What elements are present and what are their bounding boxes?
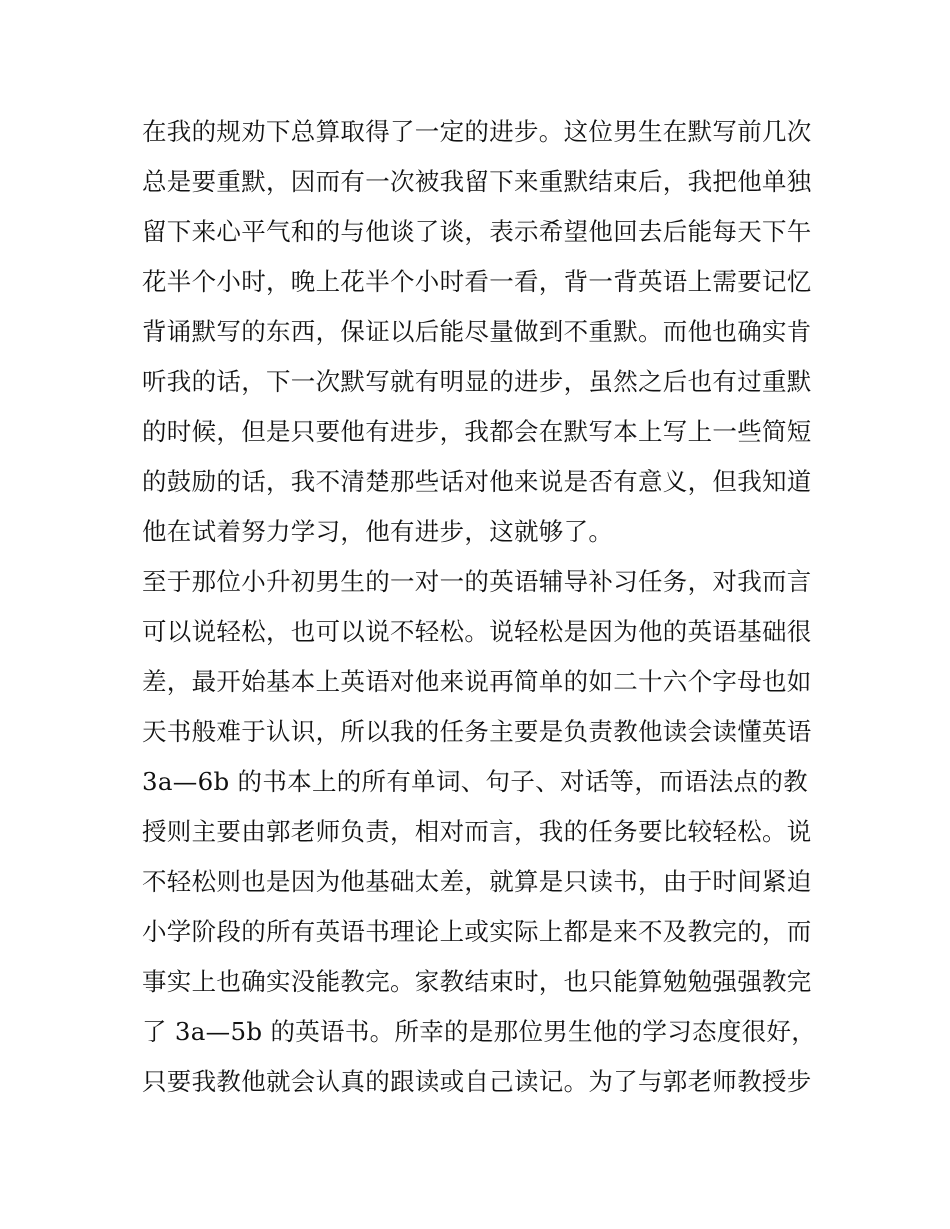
text-line: 事实上也确实没能教完。家教结束时，也只能算勉勉强强教完 <box>142 967 812 996</box>
text-line: 小学阶段的所有英语书理论上或实际上都是来不及教完的，而 <box>142 917 812 946</box>
text-line: 了 3a—5b 的英语书。所幸的是那位男生他的学习态度很好， <box>142 1017 817 1046</box>
text-line: 至于那位小升初男生的一对一的英语辅导补习任务，对我而言 <box>142 567 812 596</box>
text-line: 只要我教他就会认真的跟读或自己读记。为了与郭老师教授步 <box>142 1067 812 1096</box>
text-line: 留下来心平气和的与他谈了谈，表示希望他回去后能每天下午 <box>142 217 812 246</box>
text-line: 天书般难于认识，所以我的任务主要是负责教他读会读懂英语 <box>142 717 812 746</box>
text-line: 背诵默写的东西，保证以后能尽量做到不重默。而他也确实肯 <box>142 317 812 346</box>
body-text <box>142 107 822 1107</box>
text-line: 的鼓励的话，我不清楚那些话对他来说是否有意义，但我知道 <box>142 467 812 496</box>
text-line: 听我的话，下一次默写就有明显的进步，虽然之后也有过重默 <box>142 367 812 396</box>
text-line: 3a—6b 的书本上的所有单词、句子、对话等，而语法点的教 <box>142 767 808 796</box>
text-line: 差，最开始基本上英语对他来说再简单的如二十六个字母也如 <box>142 667 812 696</box>
text-line: 总是要重默，因而有一次被我留下来重默结束后，我把他单独 <box>142 167 812 196</box>
text-line: 授则主要由郭老师负责，相对而言，我的任务要比较轻松。说 <box>142 817 812 846</box>
text-line: 不轻松则也是因为他基础太差，就算是只读书，由于时间紧迫 <box>142 867 812 896</box>
text-line: 他在试着努力学习，他有进步，这就够了。 <box>142 517 614 546</box>
text-line: 的时候，但是只要他有进步，我都会在默写本上写上一些简短 <box>142 417 812 446</box>
text-line: 在我的规劝下总算取得了一定的进步。这位男生在默写前几次 <box>142 117 812 146</box>
text-line: 可以说轻松，也可以说不轻松。说轻松是因为他的英语基础很 <box>142 617 812 646</box>
text-line: 花半个小时，晚上花半个小时看一看，背一背英语上需要记忆 <box>142 267 812 296</box>
